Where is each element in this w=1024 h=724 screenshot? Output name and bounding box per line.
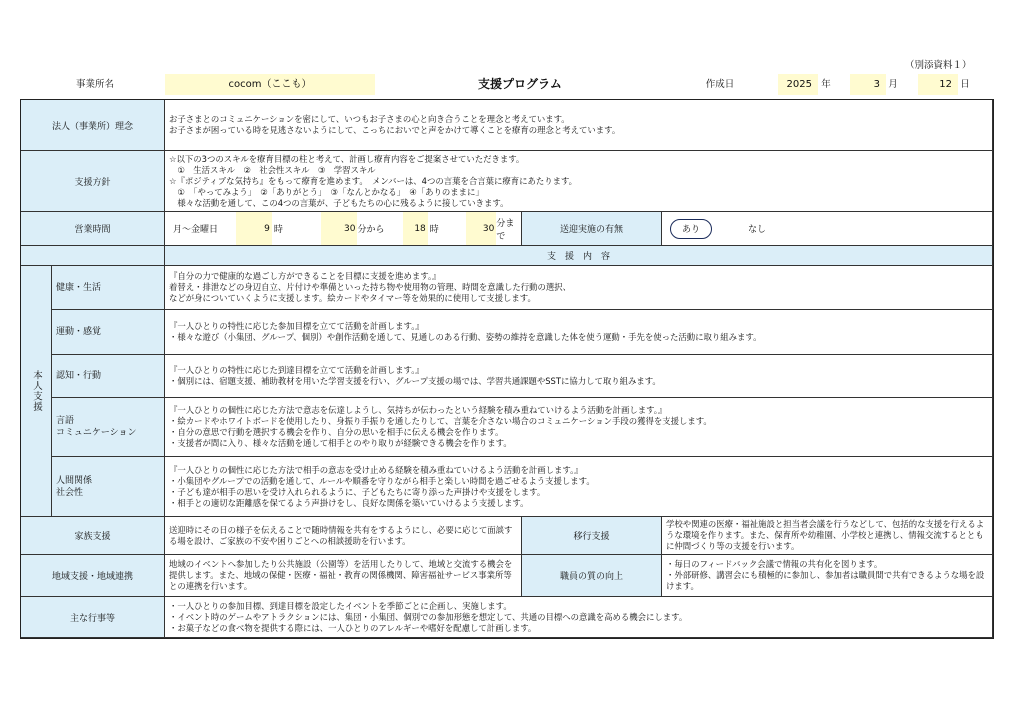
hour-unit: 時 — [273, 225, 283, 235]
hours-label: 営業時間 — [21, 212, 165, 246]
language-communication-text: 『一人ひとりの個性に応じた方法で意志を伝達しようし、気持ちが伝わったという経験を積み重ねていけるよう活動を計画します。』 ・絵カードやホワイトボードを使用したり、身振り手振りを通したりして、言葉を介さない場合のコミュニケーション手段の獲得を支援します。 ・自分の意思で行動を選択する機会を作り、自分の思いを相手に伝える機会を作ります。 ・支援者が間に入り、様々な活動を通して相手とのやり取りが経験できる機会を作ります。 — [165, 398, 993, 457]
events-label: 主な行事等 — [21, 597, 165, 638]
relationships-social-text: 『一人ひとりの個性に応じた方法で相手の意志を受け止める経験を積み重ねていけるよう活動を計画します。』 ・小集団やグループでの活動を通して、ルールや順番を守りながら相手と楽しい時間を過ごせるよう支援します。 ・子ども達が相手の思いを受け入れられるように、子どもたちに寄り添った声掛けや支援をします。 ・相手との適切な距離感を保てるよう声掛けをし、良好な関係を築いていけるよう支援します。 — [165, 457, 993, 517]
policy-text: ☆以下の3つのスキルを療育目標の柱と考えて、計画し療育内容をご提案させていただきます。 ① 生活スキル ② 社会性スキル ③ 学習スキル ☆『ポジティブな気持ち』をもって療育を進めます。 メンバーは、4つの言葉を合言葉に療育にあたります。 ① 「やってみよう」 ②「ありがとう」 ③「なんとかなる」 ④「ありのままに」 様々な活動を通して、この4つの言葉が、子どもたちの心に残るように接していきます。 — [165, 151, 993, 212]
cognition-behavior-text: 『一人ひとりの特性に応じた到達目標を立てて活動を計画します。』 ・個別には、宿題支援、補助教材を用いた学習支援を行い、グループ支援の場では、学習共通課題やSSTに協力して取り組みます。 — [165, 355, 993, 398]
motor-sensory-text: 『一人ひとりの特性に応じた参加目標を立てて活動を計画します。』 ・様々な遊び（小集団、グループ、個別）や創作活動を通して、見通しのある行動、姿勢の維持を意識した体を使う運動・手先を使った活動に取り組みます。 — [165, 310, 993, 355]
min-from: 分から — [357, 225, 385, 235]
health-life-label: 健康・生活 — [52, 266, 165, 310]
created-day-field[interactable]: 12 — [918, 74, 958, 95]
community-support-text: 地域のイベントへ参加したり公共施設（公園等）を活用したりして、地域と交流する機会を提供します。また、地域の保健・医療・福祉・教育の関係機関、障害福祉サービス事業所等との連携を行います。 — [165, 555, 522, 597]
motor-sensory-label: 運動・感覚 — [52, 310, 165, 355]
personal-support-label: 本人支援 — [21, 266, 52, 517]
min-until: 分まで — [496, 218, 515, 242]
staff-quality-text: ・毎日のフィードバック会議で情報の共有化を図ります。 ・外部研修、講習会にも積極的に参加し、参加者は職員間で共有できるような場を設けます。 — [662, 555, 993, 597]
community-support-label: 地域支援・地域連携 — [21, 555, 165, 597]
transport-label: 送迎実施の有無 — [522, 212, 662, 246]
created-date-label: 作成日 — [705, 79, 735, 90]
transport-no-option[interactable]: なし — [748, 225, 767, 235]
start-min-field[interactable]: 30 — [321, 212, 357, 245]
transport-cell — [662, 212, 993, 246]
day-unit: 日 — [960, 79, 970, 90]
staff-quality-label: 職員の質の向上 — [522, 555, 662, 597]
month-unit: 月 — [888, 79, 898, 90]
cognition-behavior-label: 認知・行動 — [52, 355, 165, 398]
transition-support-text: 学校や関連の医療・福祉施設と担当者会議を行うなどして、包括的な支援を行えるような環境を作ります。また、保育所や幼稚園、小学校と連携し、情報交流するとともに仲間づくり等の支援を行います。 — [662, 517, 993, 555]
end-min-field[interactable]: 30 — [466, 212, 496, 245]
support-content-header: 支 援 内 容 — [165, 246, 993, 266]
philosophy-text: お子さまとのコミュニケーションを密にして、いつもお子さまの心と向き合うことを理念と考えています。 お子さまが困っている時を見逃さないようにして、こっちにおいでと声をかけて導くことを療育の理念と考えています。 — [165, 100, 993, 151]
year-unit: 年 — [821, 79, 831, 90]
transport-yes-option[interactable]: あり — [670, 219, 712, 239]
created-month-field[interactable]: 3 — [850, 74, 886, 95]
relationships-social-label: 人間関係 社会性 — [52, 457, 165, 517]
policy-label: 支援方針 — [21, 151, 165, 212]
transition-support-label: 移行支援 — [522, 517, 662, 555]
page-title: 支援プログラム — [478, 77, 562, 91]
family-support-label: 家族支援 — [21, 517, 165, 555]
hours-days: 月～金曜日 — [173, 225, 219, 235]
office-name-label: 事業所名 — [75, 79, 114, 90]
family-support-text: 送迎時にその日の様子を伝えることで随時情報を共有をするようにし、必要に応じて面談する場を設け、ご家族の不安や困りごとへの相談援助を行います。 — [165, 517, 522, 555]
end-hour-field[interactable]: 18 — [403, 212, 428, 245]
start-hour-field[interactable]: 9 — [236, 212, 272, 245]
attachment-note: （別添資料１） — [905, 60, 972, 71]
philosophy-label: 法人（事業所）理念 — [21, 100, 165, 151]
hour-unit-end: 時 — [429, 225, 439, 235]
created-year-field[interactable]: 2025 — [778, 74, 818, 95]
support-header-spacer — [21, 246, 165, 266]
language-communication-label: 言語 コミュニケーション — [52, 398, 165, 457]
hours-cell — [165, 212, 522, 246]
health-life-text: 『自分の力で健康的な過ごし方ができることを目標に支援を進めます。』 着替え・排泄などの身辺自立、片付けや準備といった持ち物や使用物の管理、時間を意識した行動の選択、 などが身についていくように支援します。絵カードやタイマー等を効果的に使用して支援します。 — [165, 266, 993, 310]
office-name-field[interactable]: cocom（ここも） — [165, 74, 375, 95]
events-text: ・一人ひとりの参加目標、到達目標を設定したイベントを季節ごとに企画し、実施します。 ・イベント時のゲームやアトラクションには、集団・小集団、個別での参加形態を想定して、共通の目標への意識を高める機会にします。 ・お菓子などの食べ物を提供する際には、一人ひとりのアレルギーや嗜好を配慮して計画します。 — [165, 597, 993, 638]
